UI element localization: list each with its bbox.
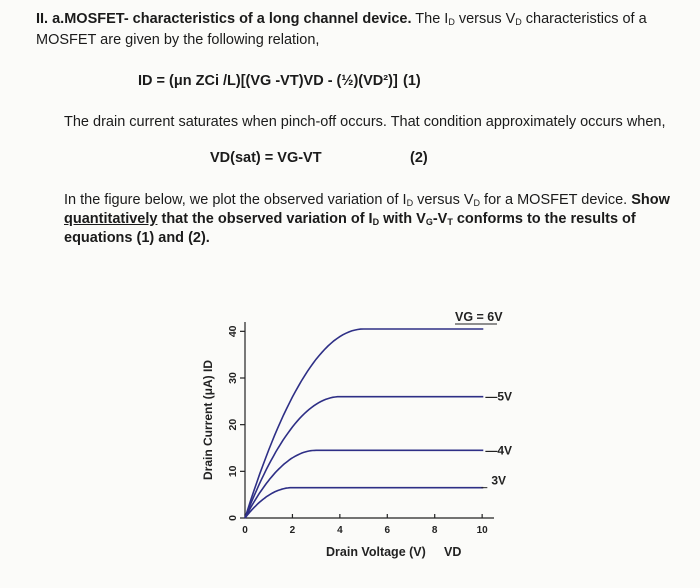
y-tick-label: 0 (227, 515, 239, 521)
question-line-3: equations (1) and (2). (64, 230, 210, 246)
equation-2-text: VD(sat) = VG-VT (210, 150, 322, 166)
question-line-1: In the figure below, we plot the observed variation of $I_D$ versus $V_D$ for a MOSFET device. Show (64, 192, 670, 208)
y-tick-label: 40 (227, 325, 239, 338)
x-axis-label: Drain Voltage (V) (326, 545, 426, 559)
x-tick-label: 4 (337, 525, 343, 536)
heading-title: II. a.MOSFET- characteristics of a long channel device. (36, 11, 412, 27)
series-label: VG = 6V (455, 310, 503, 324)
heading-line-2: MOSFET are given by the following relation, (36, 32, 320, 48)
equation-1-text: ID = (μn ZCi /L)[(VG -VT)VD - (½)(VD²)] (138, 73, 398, 89)
chart-labels (201, 310, 512, 559)
x-tick-label: 8 (431, 525, 438, 536)
curve-5v (245, 397, 483, 518)
x-tick-label: 10 (476, 525, 488, 536)
saturation-paragraph: The drain current saturates when pinch-off occurs. That condition approximately occurs when, (64, 114, 666, 130)
curve-3v (245, 488, 483, 518)
x-tick-label: 6 (384, 525, 391, 536)
x-tick-label: 0 (242, 525, 248, 536)
equation-2-number: (2) (410, 150, 428, 166)
chart-curves (245, 329, 483, 518)
problem-heading: II. a.MOSFET- characteristics of a long channel device. The $I_D$ versus $V_D$ characteristics of a (36, 11, 647, 27)
chart-axes (240, 322, 494, 518)
curve-4v (245, 450, 483, 518)
series-label: —5V (485, 389, 513, 404)
x-axis-symbol: VD (444, 545, 462, 559)
question-line-2: quantitatively that the observed variation of $I_D$ with $V_G-V_T$ conforms to the results of (64, 211, 636, 227)
y-tick-label: 20 (227, 418, 239, 431)
y-axis-label: Drain Current (μA) ID (201, 359, 215, 481)
series-label: —4V (485, 443, 513, 458)
y-tick-label: 10 (227, 465, 239, 478)
series-label: 3V (491, 473, 507, 488)
equation-1-number: (1) (403, 73, 421, 89)
y-tick-label: 30 (227, 372, 239, 384)
x-tick-label: 2 (289, 525, 296, 536)
